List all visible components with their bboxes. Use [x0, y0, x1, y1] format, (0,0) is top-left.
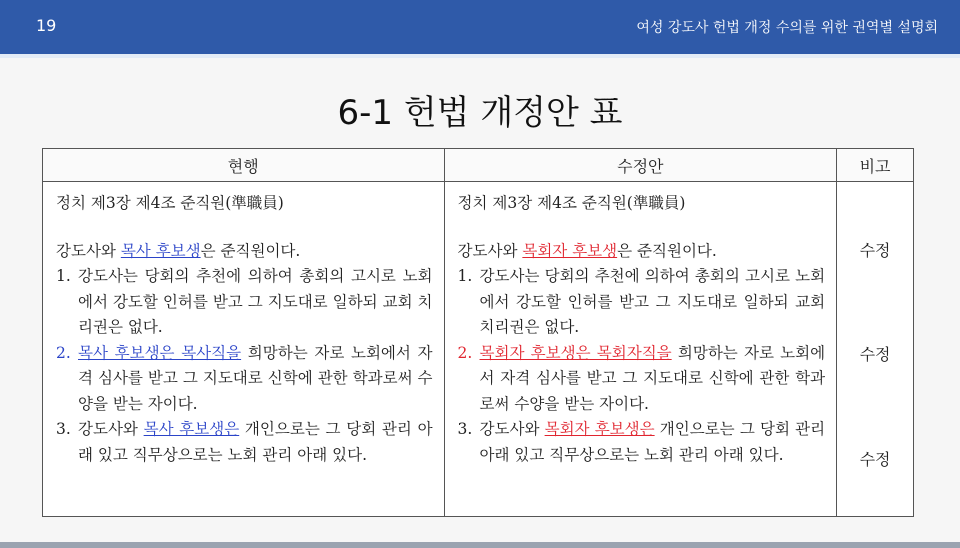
table-row — [43, 182, 914, 517]
revised-intro: 강도사와 목회자 후보생은 준직원이다. — [457, 241, 717, 260]
note-text: 수정 — [859, 450, 891, 469]
list-item: 2. 목사 후보생은 목사직을 희망하는 자로 노회에서 자격 심사를 받고 그 지도대로 신학에 관한 학과로써 수양을 받는 자이다. — [56, 343, 433, 413]
note-text: 수정 — [859, 241, 891, 260]
current-text-cell — [43, 182, 445, 517]
note-cell — [837, 182, 914, 517]
revised-text-cell — [444, 182, 837, 517]
current-highlight: 목사 후보생 — [120, 241, 201, 260]
note-text: 수정 — [859, 345, 891, 364]
header-note: 비고 — [837, 149, 914, 182]
current-intro: 강도사와 목사 후보생은 준직원이다. — [56, 241, 301, 260]
bottom-divider — [0, 542, 960, 548]
slide-number: 19 — [36, 16, 57, 35]
header-current: 현행 — [43, 149, 445, 182]
table-header-row — [43, 149, 914, 182]
amendment-table — [42, 148, 914, 517]
current-highlight: 목사 후보생은 목사직을 — [78, 343, 242, 362]
header-revised: 수정안 — [444, 149, 837, 182]
deck-title: 여성 강도사 헌법 개정 수의를 위한 권역별 설명회 — [636, 20, 938, 36]
header-bar — [0, 0, 960, 58]
list-item: 2. 목회자 후보생은 목회자직을 희망하는 자로 노회에서 자격 심사를 받고 그 지도대로 신학에 관한 학과로써 수양을 받는 자이다. — [457, 343, 826, 413]
revised-highlight: 목회자 후보생 — [522, 241, 618, 260]
list-item: 1. 강도사는 당회의 추천에 의하여 총회의 고시로 노회에서 강도할 인허를 받고 그 지도대로 일하되 교회 치리권은 없다. — [457, 267, 826, 336]
list-item: 3. 강도사와 목사 후보생은 개인으로는 그 당회 관리 아래 있고 직무상으로는 노회 관리 아래 있다. — [56, 420, 433, 464]
revised-highlight: 목회자 후보생은 — [544, 420, 655, 438]
revised-highlight: 목회자 후보생은 목회자직을 — [479, 343, 672, 362]
revised-heading: 정치 제3장 제4조 준직원(準職員) — [457, 194, 686, 212]
current-heading: 정치 제3장 제4조 준직원(準職員) — [56, 194, 284, 212]
current-highlight: 목사 후보생은 — [143, 420, 240, 438]
list-item: 3. 강도사와 목회자 후보생은 개인으로는 그 당회 관리 아래 있고 직무상으로는 노회 관리 아래 있다. — [457, 420, 826, 464]
slide-title: 6-1 헌법 개정안 표 — [337, 93, 623, 133]
list-item: 1. 강도사는 당회의 추천에 의하여 총회의 고시로 노회에서 강도할 인허를 받고 그 지도대로 일하되 교회 치리권은 없다. — [56, 267, 433, 336]
